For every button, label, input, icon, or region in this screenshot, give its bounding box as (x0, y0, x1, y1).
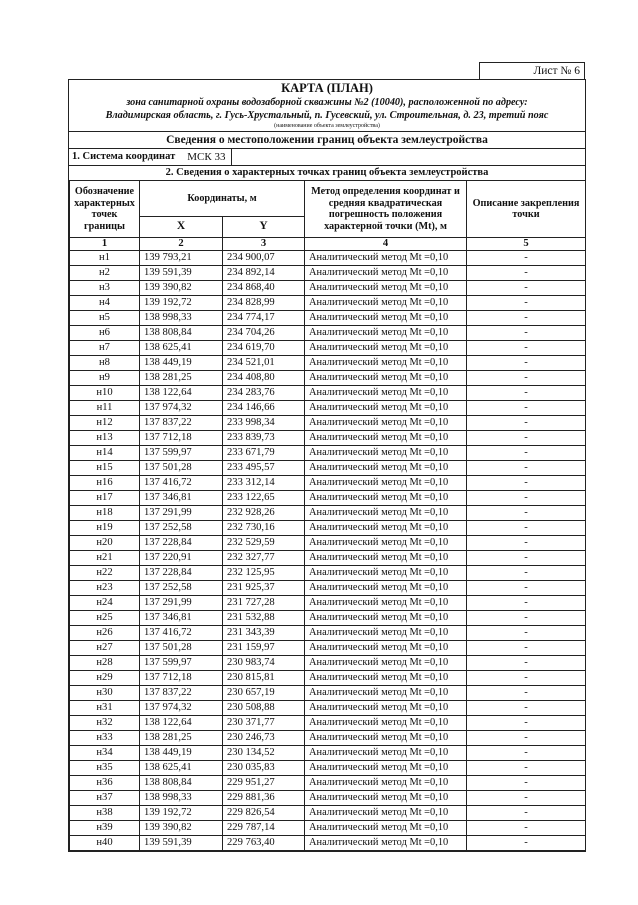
document-header (69, 80, 585, 131)
coord-y-cell: 230 815,81 (223, 671, 305, 686)
table-row (70, 296, 586, 311)
point-name-cell: н31 (70, 701, 140, 716)
point-name-cell: н12 (70, 416, 140, 431)
description-cell: - (467, 296, 586, 311)
description-cell: - (467, 611, 586, 626)
method-cell: Аналитический метод Mt =0,10 (305, 581, 467, 596)
column-index: 4 (305, 238, 467, 251)
method-cell: Аналитический метод Mt =0,10 (305, 461, 467, 476)
table-row (70, 776, 586, 791)
coord-x-cell: 138 122,64 (140, 386, 223, 401)
coord-y-cell: 234 868,40 (223, 281, 305, 296)
coord-y-cell: 234 619,70 (223, 341, 305, 356)
table-row (70, 461, 586, 476)
coord-y-cell: 229 881,36 (223, 791, 305, 806)
header-coordinates: Координаты, м (140, 181, 305, 217)
document-frame (68, 79, 586, 852)
coord-x-cell: 137 712,18 (140, 431, 223, 446)
method-cell: Аналитический метод Mt =0,10 (305, 281, 467, 296)
table-row (70, 281, 586, 296)
table-row (70, 821, 586, 836)
coord-x-cell: 137 346,81 (140, 491, 223, 506)
coord-x-cell: 137 416,72 (140, 476, 223, 491)
method-cell: Аналитический метод Mt =0,10 (305, 821, 467, 836)
coord-x-cell: 139 390,82 (140, 281, 223, 296)
point-name-cell: н36 (70, 776, 140, 791)
table-row (70, 521, 586, 536)
method-cell: Аналитический метод Mt =0,10 (305, 506, 467, 521)
coord-y-cell: 234 521,01 (223, 356, 305, 371)
description-cell: - (467, 251, 586, 266)
method-cell: Аналитический метод Mt =0,10 (305, 746, 467, 761)
coord-x-cell: 137 291,99 (140, 596, 223, 611)
coord-y-cell: 229 763,40 (223, 836, 305, 851)
description-cell: - (467, 671, 586, 686)
header-description: Описание закрепления точки (467, 181, 586, 238)
method-cell: Аналитический метод Mt =0,10 (305, 251, 467, 266)
point-name-cell: н2 (70, 266, 140, 281)
method-cell: Аналитический метод Mt =0,10 (305, 521, 467, 536)
table-row (70, 566, 586, 581)
document-subtitle-line2: Владимирская область, г. Гусь-Хрустальный, п. Гусевский, ул. Строительная, д. 23, третий пояс (105, 110, 549, 121)
coord-y-cell: 234 892,14 (223, 266, 305, 281)
description-cell: - (467, 446, 586, 461)
point-name-cell: н16 (70, 476, 140, 491)
description-cell: - (467, 641, 586, 656)
method-cell: Аналитический метод Mt =0,10 (305, 671, 467, 686)
table-row (70, 836, 586, 851)
method-cell: Аналитический метод Mt =0,10 (305, 431, 467, 446)
coord-x-cell: 137 346,81 (140, 611, 223, 626)
point-name-cell: н24 (70, 596, 140, 611)
coord-y-cell: 234 828,99 (223, 296, 305, 311)
coord-y-cell: 233 122,65 (223, 491, 305, 506)
coord-y-cell: 231 925,37 (223, 581, 305, 596)
table-row (70, 266, 586, 281)
point-name-cell: н21 (70, 551, 140, 566)
coord-y-cell: 234 283,76 (223, 386, 305, 401)
coord-x-cell: 138 625,41 (140, 341, 223, 356)
coord-x-cell: 139 591,39 (140, 266, 223, 281)
coord-x-cell: 138 281,25 (140, 731, 223, 746)
column-index: 1 (70, 238, 140, 251)
table-row (70, 581, 586, 596)
coord-x-cell: 137 220,91 (140, 551, 223, 566)
table-row (70, 386, 586, 401)
coord-x-cell: 137 252,58 (140, 521, 223, 536)
coord-x-cell: 138 281,25 (140, 371, 223, 386)
method-cell: Аналитический метод Mt =0,10 (305, 731, 467, 746)
description-cell: - (467, 731, 586, 746)
method-cell: Аналитический метод Mt =0,10 (305, 806, 467, 821)
coord-y-cell: 234 900,07 (223, 251, 305, 266)
table-row (70, 686, 586, 701)
description-cell: - (467, 791, 586, 806)
coord-y-cell: 232 529,59 (223, 536, 305, 551)
method-cell: Аналитический метод Mt =0,10 (305, 491, 467, 506)
coord-x-cell: 139 793,21 (140, 251, 223, 266)
method-cell: Аналитический метод Mt =0,10 (305, 341, 467, 356)
method-cell: Аналитический метод Mt =0,10 (305, 686, 467, 701)
description-cell: - (467, 551, 586, 566)
table-row (70, 401, 586, 416)
coord-y-cell: 231 532,88 (223, 611, 305, 626)
description-cell: - (467, 461, 586, 476)
description-cell: - (467, 806, 586, 821)
method-cell: Аналитический метод Mt =0,10 (305, 791, 467, 806)
coord-x-cell: 138 808,84 (140, 776, 223, 791)
coord-x-cell: 139 192,72 (140, 806, 223, 821)
point-name-cell: н15 (70, 461, 140, 476)
coord-x-cell: 137 228,84 (140, 566, 223, 581)
coord-y-cell: 231 343,39 (223, 626, 305, 641)
table-row (70, 641, 586, 656)
point-name-cell: н5 (70, 311, 140, 326)
description-cell: - (467, 281, 586, 296)
description-cell: - (467, 341, 586, 356)
description-cell: - (467, 596, 586, 611)
table-row (70, 731, 586, 746)
description-cell: - (467, 356, 586, 371)
method-cell: Аналитический метод Mt =0,10 (305, 656, 467, 671)
coord-x-cell: 137 599,97 (140, 446, 223, 461)
method-cell: Аналитический метод Mt =0,10 (305, 551, 467, 566)
document-title: КАРТА (ПЛАН) (281, 81, 373, 95)
method-cell: Аналитический метод Mt =0,10 (305, 641, 467, 656)
point-name-cell: н3 (70, 281, 140, 296)
description-cell: - (467, 746, 586, 761)
coord-x-cell: 139 192,72 (140, 296, 223, 311)
coord-y-cell: 232 327,77 (223, 551, 305, 566)
point-name-cell: н19 (70, 521, 140, 536)
description-cell: - (467, 581, 586, 596)
point-name-cell: н20 (70, 536, 140, 551)
header-method: Метод определения координат и средняя квадратическая погрешность положения характерной точки (Mt), м (305, 181, 467, 238)
table-row (70, 446, 586, 461)
coord-x-cell: 137 837,22 (140, 416, 223, 431)
method-cell: Аналитический метод Mt =0,10 (305, 401, 467, 416)
coord-x-cell: 139 390,82 (140, 821, 223, 836)
method-cell: Аналитический метод Mt =0,10 (305, 446, 467, 461)
point-name-cell: н34 (70, 746, 140, 761)
point-name-cell: н33 (70, 731, 140, 746)
table-row (70, 536, 586, 551)
table-row (70, 431, 586, 446)
column-index: 5 (467, 238, 586, 251)
description-cell: - (467, 386, 586, 401)
coord-x-cell: 137 501,28 (140, 461, 223, 476)
column-index: 3 (223, 238, 305, 251)
point-name-cell: н35 (70, 761, 140, 776)
method-cell: Аналитический метод Mt =0,10 (305, 611, 467, 626)
coord-y-cell: 232 730,16 (223, 521, 305, 536)
method-cell: Аналитический метод Mt =0,10 (305, 266, 467, 281)
coord-x-cell: 137 252,58 (140, 581, 223, 596)
method-cell: Аналитический метод Mt =0,10 (305, 371, 467, 386)
coord-y-cell: 231 727,28 (223, 596, 305, 611)
coord-y-cell: 234 408,80 (223, 371, 305, 386)
coord-x-cell: 138 625,41 (140, 761, 223, 776)
table-row (70, 356, 586, 371)
point-name-cell: н17 (70, 491, 140, 506)
table-row (70, 311, 586, 326)
point-name-cell: н37 (70, 791, 140, 806)
coord-y-cell: 234 774,17 (223, 311, 305, 326)
table-row (70, 701, 586, 716)
coord-y-cell: 229 826,54 (223, 806, 305, 821)
table-body (70, 251, 586, 851)
description-cell: - (467, 311, 586, 326)
method-cell: Аналитический метод Mt =0,10 (305, 416, 467, 431)
description-cell: - (467, 491, 586, 506)
coord-x-cell: 137 416,72 (140, 626, 223, 641)
coord-x-cell: 137 712,18 (140, 671, 223, 686)
table-row (70, 491, 586, 506)
description-cell: - (467, 566, 586, 581)
coord-y-cell: 230 371,77 (223, 716, 305, 731)
coord-y-cell: 230 983,74 (223, 656, 305, 671)
point-name-cell: н8 (70, 356, 140, 371)
table-row (70, 416, 586, 431)
coord-x-cell: 138 998,33 (140, 791, 223, 806)
description-cell: - (467, 626, 586, 641)
method-cell: Аналитический метод Mt =0,10 (305, 701, 467, 716)
point-name-cell: н38 (70, 806, 140, 821)
coord-x-cell: 138 449,19 (140, 356, 223, 371)
point-name-cell: н29 (70, 671, 140, 686)
coord-x-cell: 137 837,22 (140, 686, 223, 701)
coord-x-cell: 138 808,84 (140, 326, 223, 341)
sheet-number: Лист № 6 (479, 62, 585, 80)
coord-y-cell: 231 159,97 (223, 641, 305, 656)
table-header-row (70, 181, 586, 217)
method-cell: Аналитический метод Mt =0,10 (305, 326, 467, 341)
coord-y-cell: 229 787,14 (223, 821, 305, 836)
point-name-cell: н13 (70, 431, 140, 446)
column-index: 2 (140, 238, 223, 251)
point-name-cell: н27 (70, 641, 140, 656)
coord-y-cell: 232 125,95 (223, 566, 305, 581)
method-cell: Аналитический метод Mt =0,10 (305, 716, 467, 731)
coord-x-cell: 139 591,39 (140, 836, 223, 851)
point-name-cell: н25 (70, 611, 140, 626)
description-cell: - (467, 776, 586, 791)
method-cell: Аналитический метод Mt =0,10 (305, 776, 467, 791)
description-cell: - (467, 416, 586, 431)
coord-x-cell: 137 974,32 (140, 701, 223, 716)
coord-y-cell: 229 951,27 (223, 776, 305, 791)
description-cell: - (467, 836, 586, 851)
method-cell: Аналитический метод Mt =0,10 (305, 596, 467, 611)
table-row (70, 656, 586, 671)
coordinate-system-value: МСК 33 (187, 149, 232, 165)
document-subtitle-line1: зона санитарной охраны водозаборной скважины №2 (10040), расположенной по адресу: (126, 97, 528, 108)
coord-y-cell: 230 134,52 (223, 746, 305, 761)
point-name-cell: н6 (70, 326, 140, 341)
coord-y-cell: 233 998,34 (223, 416, 305, 431)
description-cell: - (467, 716, 586, 731)
column-index-row (70, 238, 586, 251)
point-name-cell: н11 (70, 401, 140, 416)
point-name-cell: н4 (70, 296, 140, 311)
table-row (70, 326, 586, 341)
description-cell: - (467, 521, 586, 536)
table-row (70, 341, 586, 356)
table-row (70, 251, 586, 266)
coord-x-cell: 137 228,84 (140, 536, 223, 551)
description-cell: - (467, 506, 586, 521)
point-name-cell: н7 (70, 341, 140, 356)
method-cell: Аналитический метод Mt =0,10 (305, 836, 467, 851)
coordinate-system-row (69, 148, 585, 165)
boundary-points-table (69, 180, 586, 851)
description-cell: - (467, 761, 586, 776)
method-cell: Аналитический метод Mt =0,10 (305, 311, 467, 326)
table-row (70, 791, 586, 806)
method-cell: Аналитический метод Mt =0,10 (305, 536, 467, 551)
description-cell: - (467, 656, 586, 671)
point-name-cell: н14 (70, 446, 140, 461)
point-name-cell: н22 (70, 566, 140, 581)
description-cell: - (467, 431, 586, 446)
coord-x-cell: 137 291,99 (140, 506, 223, 521)
point-name-cell: н10 (70, 386, 140, 401)
coord-x-cell: 138 998,33 (140, 311, 223, 326)
table-row (70, 671, 586, 686)
method-cell: Аналитический метод Mt =0,10 (305, 761, 467, 776)
header-x: X (140, 216, 223, 237)
coord-y-cell: 233 839,73 (223, 431, 305, 446)
coord-y-cell: 230 035,83 (223, 761, 305, 776)
table-row (70, 551, 586, 566)
point-name-cell: н39 (70, 821, 140, 836)
description-cell: - (467, 821, 586, 836)
points-section-title: 2. Сведения о характерных точках границ объекта землеустройства (69, 165, 585, 180)
coord-x-cell: 137 974,32 (140, 401, 223, 416)
table-row (70, 716, 586, 731)
description-cell: - (467, 326, 586, 341)
description-cell: - (467, 371, 586, 386)
description-cell: - (467, 536, 586, 551)
table-row (70, 476, 586, 491)
coord-y-cell: 234 704,26 (223, 326, 305, 341)
method-cell: Аналитический метод Mt =0,10 (305, 476, 467, 491)
method-cell: Аналитический метод Mt =0,10 (305, 356, 467, 371)
method-cell: Аналитический метод Mt =0,10 (305, 296, 467, 311)
coord-y-cell: 233 312,14 (223, 476, 305, 491)
coord-y-cell: 234 146,66 (223, 401, 305, 416)
coord-y-cell: 233 671,79 (223, 446, 305, 461)
header-designation: Обозначение характерных точек границы (70, 181, 140, 238)
method-cell: Аналитический метод Mt =0,10 (305, 386, 467, 401)
point-name-cell: н32 (70, 716, 140, 731)
table-row (70, 611, 586, 626)
point-name-cell: н1 (70, 251, 140, 266)
coord-y-cell: 232 928,26 (223, 506, 305, 521)
coord-y-cell: 230 508,88 (223, 701, 305, 716)
coord-x-cell: 137 501,28 (140, 641, 223, 656)
description-cell: - (467, 701, 586, 716)
point-name-cell: н9 (70, 371, 140, 386)
coord-x-cell: 138 449,19 (140, 746, 223, 761)
point-name-cell: н26 (70, 626, 140, 641)
coord-y-cell: 233 495,57 (223, 461, 305, 476)
table-row (70, 746, 586, 761)
coord-x-cell: 138 122,64 (140, 716, 223, 731)
coord-x-cell: 137 599,97 (140, 656, 223, 671)
coordinate-system-label: 1. Система координат (72, 151, 176, 162)
description-cell: - (467, 476, 586, 491)
table-row (70, 806, 586, 821)
method-cell: Аналитический метод Mt =0,10 (305, 626, 467, 641)
object-name-note: (наименование объекта землеустройства) (274, 123, 380, 129)
point-name-cell: н28 (70, 656, 140, 671)
method-cell: Аналитический метод Mt =0,10 (305, 566, 467, 581)
point-name-cell: н18 (70, 506, 140, 521)
table-row (70, 596, 586, 611)
description-cell: - (467, 686, 586, 701)
description-cell: - (467, 401, 586, 416)
header-y: Y (223, 216, 305, 237)
table-row (70, 761, 586, 776)
description-cell: - (467, 266, 586, 281)
point-name-cell: н40 (70, 836, 140, 851)
section-title: Сведения о местоположении границ объекта землеустройства (69, 131, 585, 148)
coord-y-cell: 230 246,73 (223, 731, 305, 746)
point-name-cell: н23 (70, 581, 140, 596)
coord-y-cell: 230 657,19 (223, 686, 305, 701)
table-row (70, 626, 586, 641)
table-row (70, 506, 586, 521)
point-name-cell: н30 (70, 686, 140, 701)
table-row (70, 371, 586, 386)
